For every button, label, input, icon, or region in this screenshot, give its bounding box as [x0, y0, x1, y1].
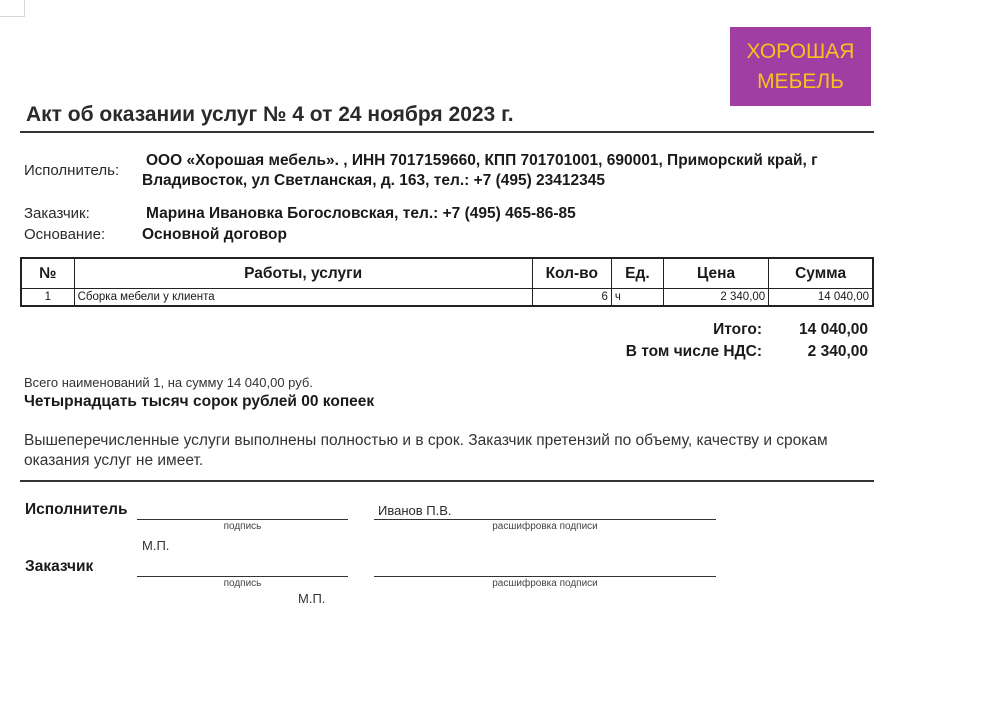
completion-statement: Вышеперечисленные услуги выполнены полностью и в срок. Заказчик претензий по объему, качеству и срокам оказания услуг не имеет.	[24, 432, 828, 469]
logo-line-1: ХОРОШАЯ	[746, 39, 855, 63]
customer-label: Заказчик:	[24, 205, 90, 222]
header-number: №	[21, 258, 74, 289]
header-quantity: Кол-во	[532, 258, 611, 289]
customer-sign-caption: подпись	[223, 578, 262, 589]
executor-details-line-2: Владивосток, ул Светланская, д. 163, тел.: +7 (495) 23412345	[142, 172, 606, 189]
services-table	[20, 257, 874, 307]
header-price: Цена	[663, 258, 768, 289]
customer-stamp: М.П.	[298, 591, 326, 606]
logo-line-2: МЕБЕЛЬ	[757, 69, 844, 93]
company-logo	[730, 27, 871, 106]
items-summary: Всего наименований 1, на сумму 14 040,00 руб.	[24, 375, 313, 390]
total-value: 14 040,00	[799, 321, 868, 338]
total-label: Итого:	[713, 321, 762, 338]
header-services: Работы, услуги	[74, 258, 532, 289]
header-sum: Сумма	[769, 258, 873, 289]
vat-value: 2 340,00	[807, 343, 868, 360]
row-number: 1	[21, 289, 74, 307]
customer-signature-label: Заказчик	[25, 558, 94, 575]
row-quantity: 6	[532, 289, 611, 307]
corner-mark	[0, 0, 25, 17]
executor-signature-line	[137, 519, 348, 520]
vat-label: В том числе НДС:	[625, 343, 762, 360]
customer-value: Марина Ивановка Богословская, тел.: +7 (495) 465-86-85	[146, 205, 576, 222]
header-unit: Ед.	[611, 258, 663, 289]
customer-decode-caption: расшифровка подписи	[492, 578, 598, 589]
amount-in-words: Четырнадцать тысяч сорок рублей 00 копеек	[24, 393, 375, 410]
row-service-name: Сборка мебели у клиента	[74, 289, 532, 307]
executor-details-line-1: ООО «Хорошая мебель». , ИНН 7017159660, КПП 701701001, 690001, Приморский край, г	[146, 152, 818, 169]
row-unit: ч	[611, 289, 663, 307]
row-price: 2 340,00	[663, 289, 768, 307]
executor-decode-caption: расшифровка подписи	[492, 521, 598, 532]
row-sum: 14 040,00	[769, 289, 873, 307]
table-header-row	[21, 258, 873, 289]
document-title: Акт об оказании услуг № 4 от 24 ноября 2023 г.	[26, 103, 514, 126]
executor-stamp: М.П.	[142, 538, 170, 553]
customer-signature-line	[137, 576, 348, 577]
basis-value: Основной договор	[142, 226, 287, 243]
basis-label: Основание:	[24, 226, 106, 243]
executor-signature-label: Исполнитель	[25, 501, 128, 518]
executor-label: Исполнитель:	[24, 162, 120, 179]
executor-sign-caption: подпись	[223, 521, 262, 532]
executor-decode-line	[374, 519, 716, 520]
table-row	[21, 289, 873, 307]
signature-divider	[20, 480, 874, 482]
customer-decode-line	[374, 576, 716, 577]
title-divider	[20, 131, 874, 133]
executor-name: Иванов П.В.	[378, 503, 452, 518]
